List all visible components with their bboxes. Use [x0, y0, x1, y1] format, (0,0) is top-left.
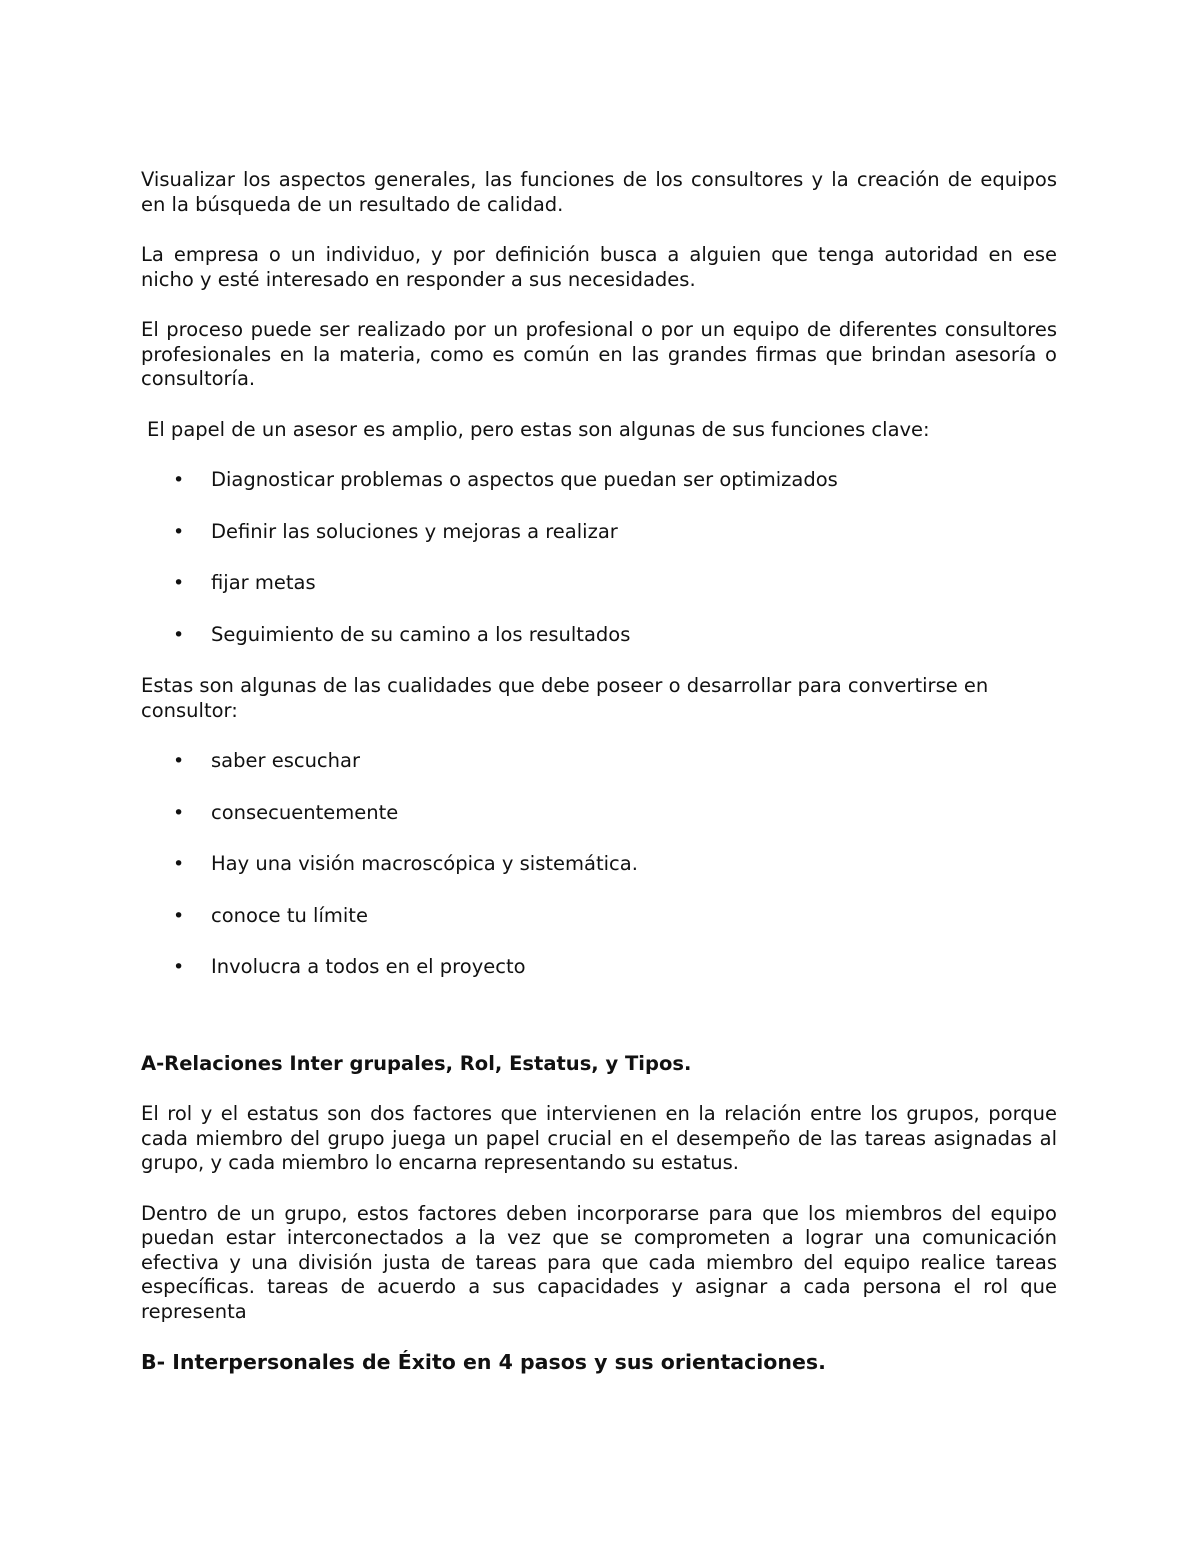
paragraph-papel-asesor: El papel de un asesor es amplio, pero estas son algunas de sus funciones clave:: [147, 417, 930, 441]
paragraph-proceso: El proceso puede ser realizado por un profesional o por un equipo de diferentes consultores profesionales en la materia, como es común en las grandes firmas que brindan asesoría o consultoría.: [141, 318, 1057, 390]
list-item: • conoce tu límite: [173, 903, 368, 927]
bullet-icon: •: [173, 801, 185, 824]
list-item: • fijar metas: [173, 571, 316, 594]
list-item: • Diagnosticar problemas o aspectos que puedan ser optimizados: [173, 468, 838, 491]
bullet-icon: •: [173, 520, 185, 543]
paragraph-cualidades: Estas son algunas de las cualidades que debe poseer o desarrollar para convertirse en consultor:: [141, 674, 989, 722]
bullet-icon: •: [173, 956, 185, 978]
list-item: • Definir las soluciones y mejoras a realizar: [173, 519, 618, 543]
bullet-icon: •: [173, 853, 185, 875]
section-a-heading: A-Relaciones Inter grupales, Rol, Estatus, y Tipos.: [141, 1051, 692, 1075]
document-page: [141, 168, 1057, 1401]
bullet-icon: •: [173, 469, 185, 491]
section-b-heading: B- Interpersonales de Éxito en 4 pasos y sus orientaciones.: [141, 1350, 826, 1374]
list-item: • Involucra a todos en el proyecto: [173, 955, 526, 978]
list-item: • Seguimiento de su camino a los resultados: [173, 622, 631, 646]
paragraph-rol-estatus: El rol y el estatus son dos factores que intervienen en la relación entre los grupos, porque cada miembro del grupo juega un papel crucial en el desempeño de las tareas asignadas al grupo, y cada miembro lo encarna representando su estatus.: [141, 1102, 1057, 1174]
bullet-icon: •: [173, 750, 185, 772]
list-item: • Hay una visión macroscópica y sistemática.: [173, 852, 638, 875]
qualities-list: [141, 749, 1057, 980]
bullet-icon: •: [173, 904, 185, 927]
list-item: • saber escuchar: [173, 749, 360, 772]
bullet-icon: •: [173, 572, 185, 594]
paragraph-dentro-grupo: Dentro de un grupo, estos factores deben incorporarse para que los miembros del equipo puedan estar interconectados a la vez que se comprometen a lograr una comunicación efectiva y una división justa de tareas para que cada miembro del equipo realice tareas específicas. tareas de acuerdo a sus capacidades y asignar a cada persona el rol que representa: [141, 1201, 1057, 1323]
list-item: • consecuentemente: [173, 800, 399, 824]
paragraph-intro-visualizar: Visualizar los aspectos generales, las funciones de los consultores y la creación de equipos en la búsqueda de un resultado de calidad.: [141, 168, 1057, 216]
bullet-icon: •: [173, 623, 185, 646]
paragraph-empresa: La empresa o un individuo, y por definición busca a alguien que tenga autoridad en ese nicho y esté interesado en responder a sus necesidades.: [141, 243, 1057, 291]
functions-list: [141, 468, 1057, 647]
